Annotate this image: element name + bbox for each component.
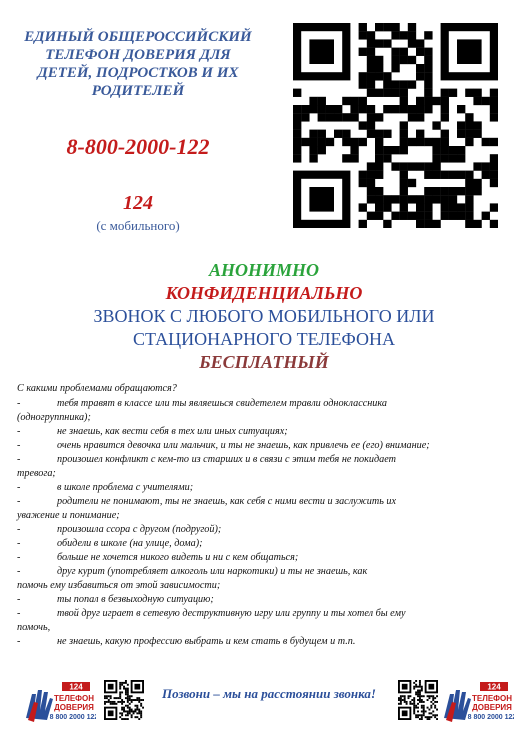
list-dash: -	[17, 496, 21, 507]
list-item	[17, 565, 514, 579]
list-item-text: обидели в школе (на улице, дома);	[57, 538, 203, 549]
feature-free: БЕСПЛАТНЫЙ	[199, 352, 329, 372]
svg-text:ТЕЛЕФОН: ТЕЛЕФОН	[472, 694, 512, 703]
list-item-text: не знаешь, какую профессию выбрать и кем стать в будущем и т.п.	[57, 636, 356, 647]
svg-text:ТЕЛЕФОН: ТЕЛЕФОН	[54, 694, 94, 703]
problems-list	[17, 382, 514, 649]
list-item	[17, 635, 514, 649]
heading-line: РОДИТЕЛЕЙ	[91, 83, 185, 99]
list-dash: -	[17, 426, 21, 437]
list-item	[17, 537, 514, 551]
footer-slogan: Позвони – мы на расстоянии звонка!	[162, 686, 376, 701]
list-item-text: тебя травят в классе или ты являешься свидетелем травли одноклассника	[57, 398, 387, 409]
list-item	[17, 495, 514, 509]
list-item	[17, 607, 514, 621]
list-item	[17, 523, 514, 537]
list-dash: -	[17, 440, 21, 451]
svg-text:8 800 2000 122: 8 800 2000 122	[467, 714, 514, 721]
list-item-text: твой друг играет в сетевую деструктивную игру или группу и ты хотел бы ему	[57, 608, 406, 619]
list-dash: -	[17, 524, 21, 535]
list-item	[17, 425, 514, 439]
list-item	[17, 453, 514, 467]
list-item-continuation: тревога;	[17, 468, 56, 479]
list-item-text: в школе проблема с учителями;	[57, 482, 194, 493]
list-dash: -	[17, 538, 21, 549]
list-item-continuation: (одногруппника);	[17, 412, 91, 423]
qr-code-icon[interactable]	[104, 680, 144, 720]
list-dash: -	[17, 594, 21, 605]
svg-text:8 800 2000 122: 8 800 2000 122	[49, 714, 96, 721]
svg-text:124: 124	[69, 682, 83, 692]
list-item-text: больше не хочется никого видеть и ни с кем общаться;	[57, 552, 299, 563]
list-item-text: очень нравится девочка или мальчик, и ты не знаешь, как привлечь ее (его) внимание;	[57, 440, 430, 451]
short-number: 124	[123, 192, 153, 214]
list-item	[17, 439, 514, 453]
heading-line: ДЕТЕЙ, ПОДРОСТКОВ И ИХ	[37, 65, 239, 81]
feature-confidential: КОНФИДЕНЦИАЛЬНО	[165, 283, 363, 303]
list-item-text: ты попал в безвыходную ситуацию;	[57, 594, 214, 605]
list-item-text: произошел конфликт с кем-то из старших и в связи с этим тебя не покидает	[57, 454, 396, 465]
list-item-continuation: помочь,	[17, 622, 51, 633]
list-dash: -	[17, 482, 21, 493]
features-block	[0, 259, 528, 374]
list-item-text: не знаешь, как вести себя в тех или иных ситуациях;	[57, 426, 288, 437]
feature-anonymous: АНОНИМНО	[208, 260, 319, 280]
helpline-logo-icon	[440, 680, 514, 726]
heading-line: ЕДИНЫЙ ОБЩЕРОССИЙСКИЙ	[24, 29, 252, 45]
short-number-note: (с мобильного)	[96, 218, 180, 233]
qr-code-icon[interactable]	[293, 23, 498, 228]
list-item-text: друг курит (употребляет алкоголь или наркотики) и ты не знаешь, как	[57, 566, 368, 577]
heading-line: ТЕЛЕФОН ДОВЕРИЯ ДЛЯ	[45, 47, 231, 63]
list-item-continuation: уважение и понимание;	[17, 510, 120, 521]
list-dash: -	[17, 398, 21, 409]
svg-text:124: 124	[487, 682, 501, 692]
feature-call-line: ЗВОНОК С ЛЮБОГО МОБИЛЬНОГО ИЛИ	[93, 306, 435, 326]
list-dash: -	[17, 552, 21, 563]
list-item	[17, 551, 514, 565]
problems-title: С какими проблемами обращаются?	[17, 383, 177, 394]
helpline-phone: 8-800-2000-122	[66, 134, 210, 159]
list-item-text: родители не понимают, ты не знаешь, как себя с ними вести и заслужить их	[57, 496, 397, 507]
list-item	[17, 397, 514, 411]
svg-text:ДОВЕРИЯ: ДОВЕРИЯ	[472, 703, 512, 712]
svg-text:ДОВЕРИЯ: ДОВЕРИЯ	[54, 703, 94, 712]
list-item	[17, 593, 514, 607]
helpline-heading	[18, 28, 258, 100]
list-dash: -	[17, 608, 21, 619]
helpline-logo-icon	[22, 680, 96, 726]
footer	[0, 672, 528, 732]
list-item-continuation: помочь ему избавиться от этой зависимости;	[17, 580, 221, 591]
list-dash: -	[17, 454, 21, 465]
list-dash: -	[17, 566, 21, 577]
feature-call-line: СТАЦИОНАРНОГО ТЕЛЕФОНА	[133, 329, 395, 349]
list-dash: -	[17, 636, 21, 647]
list-item-text: произошла ссора с другом (подругой);	[57, 524, 222, 535]
list-item	[17, 481, 514, 495]
qr-code-icon[interactable]	[398, 680, 438, 720]
